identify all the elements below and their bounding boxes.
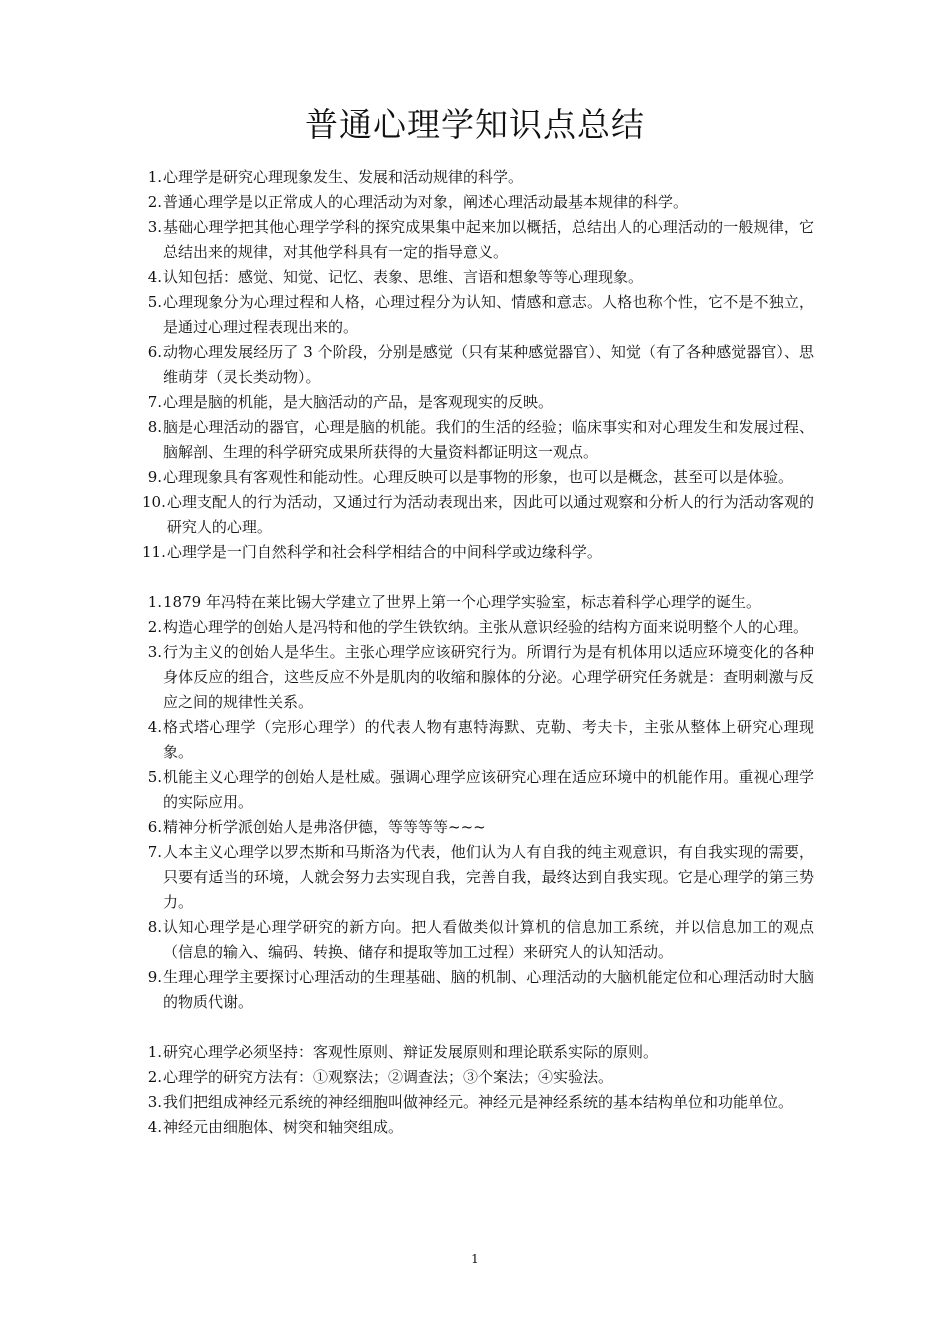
list-item-text: 我们把组成神经元系统的神经细胞叫做神经元。神经元是神经系统的基本结构单位和功能单位。 xyxy=(163,1093,794,1111)
list-item-number: 6. xyxy=(147,818,162,836)
list-item xyxy=(142,190,814,215)
list-item-number: 4. xyxy=(147,1118,162,1136)
list-item xyxy=(142,1040,814,1065)
list-item-number: 9. xyxy=(147,968,162,986)
list-item-number: 6. xyxy=(147,343,162,361)
list-item-number: 1. xyxy=(147,168,162,186)
list-item xyxy=(142,540,814,565)
list-item-number: 7. xyxy=(147,843,162,861)
list-item xyxy=(142,215,814,265)
list-item xyxy=(142,640,814,715)
list-item-number: 8. xyxy=(147,918,162,936)
list-item-text: 研究心理学必须坚持：客观性原则、辩证发展原则和理论联系实际的原则。 xyxy=(163,1043,659,1061)
list-item-text: 神经元由细胞体、树突和轴突组成。 xyxy=(163,1118,404,1136)
list-item-text: 脑是心理活动的器官，心理是脑的机能。我们的生活的经验；临床事实和对心理发生和发展过程、脑解剖、生理的科学研究成果所获得的大量资料都证明这一观点。 xyxy=(163,418,814,461)
list-item-text: 心理是脑的机能，是大脑活动的产品，是客观现实的反映。 xyxy=(163,393,554,411)
list-item-text: 心理学是研究心理现象发生、发展和活动规律的科学。 xyxy=(163,168,524,186)
list-item-text: 人本主义心理学以罗杰斯和马斯洛为代表，他们认为人有自我的纯主观意识，有自我实现的需要，只要有适当的环境，人就会努力去实现自我，完善自我，最终达到自我实现。它是心理学的第三势力。 xyxy=(163,843,814,911)
list-item xyxy=(142,1115,814,1140)
list-item xyxy=(142,165,814,190)
list-item-text: 认知包括：感觉、知觉、记忆、表象、思维、言语和想象等等心理现象。 xyxy=(163,268,644,286)
list-item-number: 8. xyxy=(147,418,162,436)
list-item-text: 心理现象分为心理过程和人格，心理过程分为认知、情感和意志。人格也称个性，它不是不独立，是通过心理过程表现出来的。 xyxy=(163,293,814,336)
list-item-number: 10. xyxy=(142,493,166,511)
list-item-number: 5. xyxy=(147,768,162,786)
list-item xyxy=(142,290,814,340)
list-item xyxy=(142,415,814,465)
list-item xyxy=(142,915,814,965)
list-item-number: 4. xyxy=(147,268,162,286)
numbered-list-section xyxy=(142,590,814,1015)
list-item-text: 基础心理学把其他心理学学科的探究成果集中起来加以概括，总结出人的心理活动的一般规律，它总结出来的规律，对其他学科具有一定的指导意义。 xyxy=(163,218,814,261)
list-item-text: 格式塔心理学（完形心理学）的代表人物有惠特海默、克勒、考夫卡，主张从整体上研究心理现象。 xyxy=(163,718,814,761)
numbered-list-section xyxy=(142,1040,814,1140)
list-item-text: 心理现象具有客观性和能动性。心理反映可以是事物的形象，也可以是概念，甚至可以是体验。 xyxy=(163,468,794,486)
list-item xyxy=(142,965,814,1015)
document-body xyxy=(142,165,814,1140)
list-item xyxy=(142,615,814,640)
list-item-text: 行为主义的创始人是华生。主张心理学应该研究行为。所谓行为是有机体用以适应环境变化的各种身体反应的组合，这些反应不外是肌肉的收缩和腺体的分泌。心理学研究任务就是：查明刺激与反应之间的规律性关系。 xyxy=(163,643,814,711)
list-item-text: 构造心理学的创始人是冯特和他的学生铁钦纳。主张从意识经验的结构方面来说明整个人的心理。 xyxy=(163,618,809,636)
list-item-number: 11. xyxy=(142,543,166,561)
list-item-number: 3. xyxy=(147,218,162,236)
page-number: 1 xyxy=(471,1252,479,1266)
list-item-number: 5. xyxy=(147,293,162,311)
list-item-number: 7. xyxy=(147,393,162,411)
list-item-number: 1. xyxy=(147,593,162,611)
numbered-list-section xyxy=(142,165,814,565)
list-item xyxy=(142,765,814,815)
list-item xyxy=(142,590,814,615)
list-item xyxy=(142,265,814,290)
list-item-number: 3. xyxy=(147,643,162,661)
list-item-text: 普通心理学是以正常成人的心理活动为对象，阐述心理活动最基本规律的科学。 xyxy=(163,193,689,211)
list-item-number: 3. xyxy=(147,1093,162,1111)
list-item-text: 认知心理学是心理学研究的新方向。把人看做类似计算机的信息加工系统，并以信息加工的观点（信息的输入、编码、转换、储存和提取等加工过程）来研究人的认知活动。 xyxy=(163,918,814,961)
list-item-text: 生理心理学主要探讨心理活动的生理基础、脑的机制、心理活动的大脑机能定位和心理活动时大脑的物质代谢。 xyxy=(163,968,814,1011)
list-item-number: 1. xyxy=(147,1043,162,1061)
list-item-number: 4. xyxy=(147,718,162,736)
list-item-text: 动物心理发展经历了 3 个阶段，分别是感觉（只有某种感觉器官）、知觉（有了各种感觉器官）、思维萌芽（灵长类动物）。 xyxy=(163,343,814,386)
list-item-text: 精神分析学派创始人是弗洛伊德，等等等等~~~ xyxy=(163,818,486,836)
list-item-text: 心理学是一门自然科学和社会科学相结合的中间科学或边缘科学。 xyxy=(166,543,602,561)
list-item xyxy=(142,1090,814,1115)
list-item xyxy=(142,390,814,415)
list-item xyxy=(142,840,814,915)
list-item xyxy=(142,1065,814,1090)
list-item-text: 机能主义心理学的创始人是杜威。强调心理学应该研究心理在适应环境中的机能作用。重视心理学的实际应用。 xyxy=(163,768,814,811)
list-item xyxy=(142,815,814,840)
list-item-text: 心理学的研究方法有：①观察法；②调查法；③个案法；④实验法。 xyxy=(163,1068,614,1086)
list-item-number: 2. xyxy=(147,618,162,636)
list-item-text: 心理支配人的行为活动，又通过行为活动表现出来，因此可以通过观察和分析人的行为活动客观的研究人的心理。 xyxy=(166,493,814,536)
list-item xyxy=(142,715,814,765)
list-item-number: 2. xyxy=(147,193,162,211)
document-title: 普通心理学知识点总结 xyxy=(305,105,645,144)
list-item xyxy=(142,340,814,390)
list-item-text: 1879 年冯特在莱比锡大学建立了世界上第一个心理学实验室，标志着科学心理学的诞生。 xyxy=(163,593,761,611)
list-item-number: 9. xyxy=(147,468,162,486)
list-item xyxy=(142,490,814,540)
list-item xyxy=(142,465,814,490)
list-item-number: 2. xyxy=(147,1068,162,1086)
